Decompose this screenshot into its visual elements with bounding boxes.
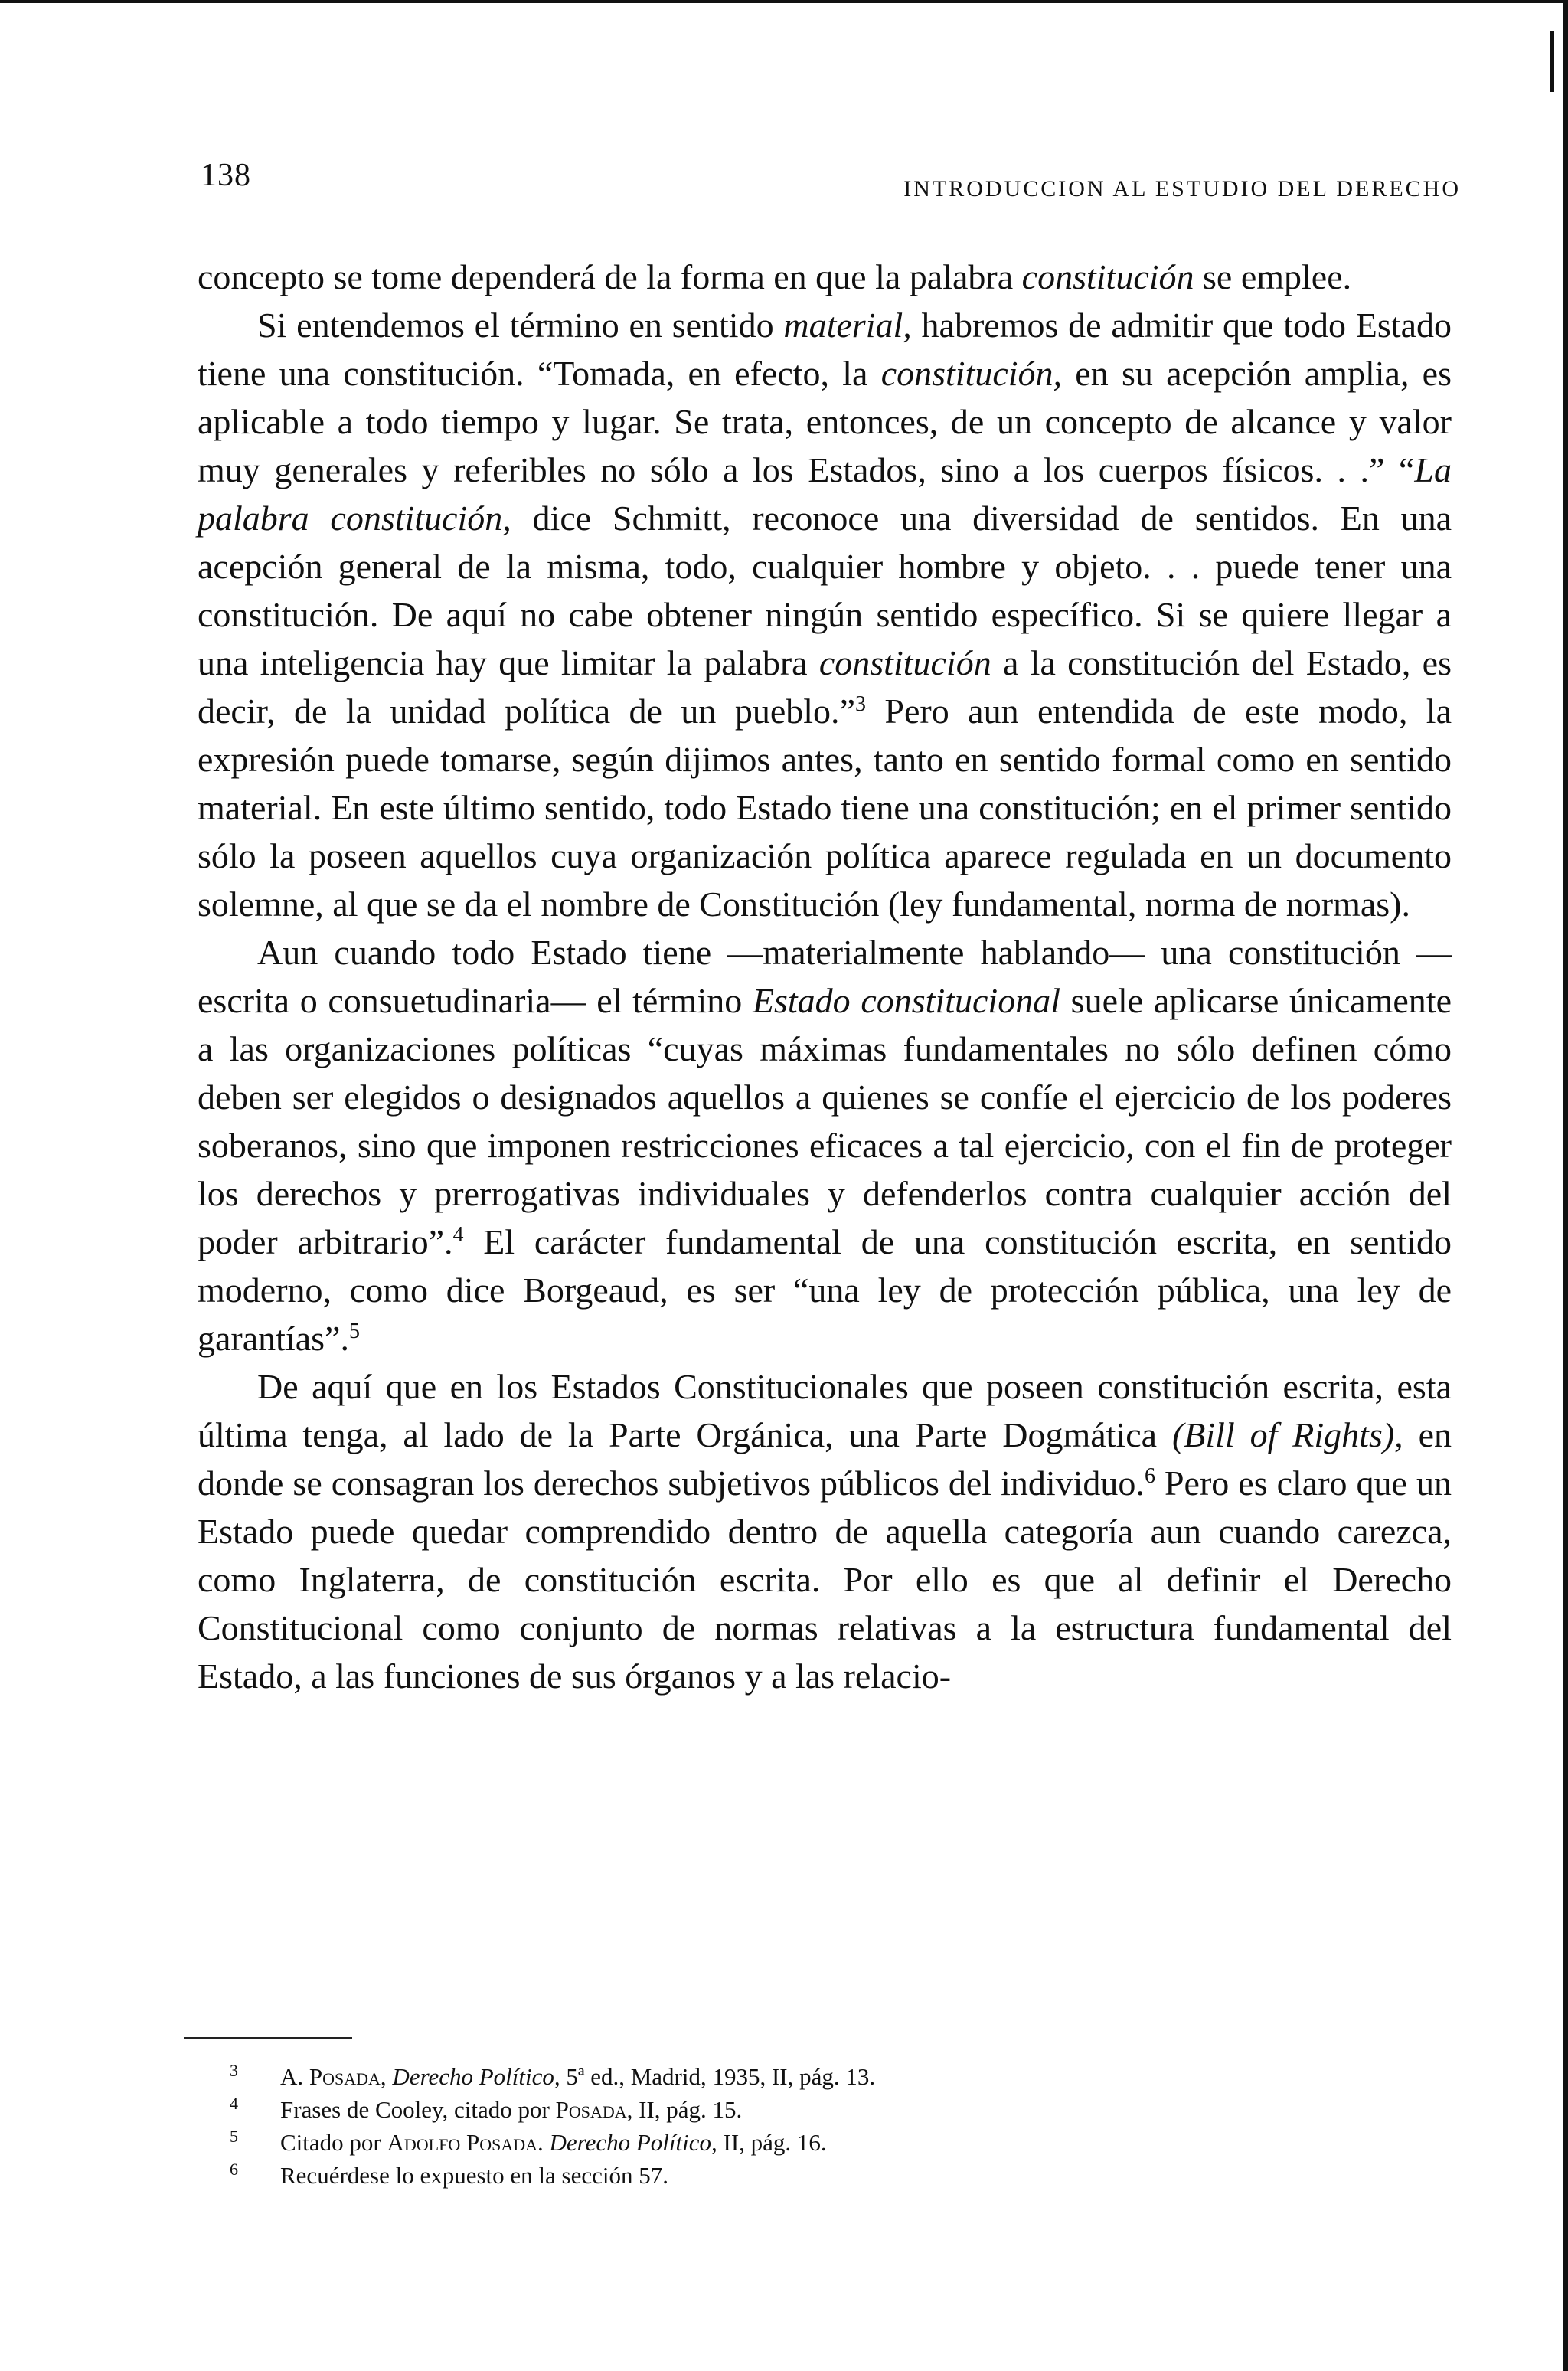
- author-name: Posada,: [309, 2063, 387, 2090]
- italic-run: (Bill of Rights),: [1171, 1415, 1403, 1454]
- author-name: Adolfo Posada.: [387, 2129, 544, 2156]
- text-run: Aun cuando todo Estado tiene —materialmente hablando— una constitución —escrita o consuetudinaria— el término: [198, 933, 1452, 1020]
- italic-run: constitución: [818, 643, 991, 682]
- footnote-ref: 3: [854, 692, 866, 716]
- footnote-ref: 4: [452, 1223, 464, 1247]
- italic-run: Estado constitucional: [752, 981, 1060, 1020]
- footnote-number: 6: [230, 2160, 238, 2179]
- italic-run: constitución,: [880, 354, 1063, 393]
- italic-run: constitución: [1021, 257, 1194, 296]
- footnote: [230, 2126, 1378, 2159]
- book-title: Derecho Político,: [392, 2063, 560, 2090]
- footnote: [230, 2060, 1378, 2093]
- main-text: [198, 253, 1452, 1700]
- text-run: Si entendemos el término en sentido: [257, 306, 784, 345]
- footnote-number: 5: [230, 2127, 238, 2146]
- scan-mark: [1550, 31, 1554, 92]
- footnote: [230, 2093, 1378, 2126]
- author-name: Posada,: [555, 2096, 633, 2123]
- text-run: II, pág. 15.: [632, 2096, 743, 2123]
- italic-run: La palabra constitución,: [198, 450, 1452, 538]
- paragraph: [198, 1362, 1452, 1700]
- text-run: habremos de admitir que todo Estado tiene una constitución. “Tomada, en efecto, la: [198, 306, 1452, 393]
- text-run: en donde se consagran los derechos subjetivos públicos del individuo.: [198, 1415, 1452, 1503]
- text-run: 5ª ed., Madrid, 1935, II, pág. 13.: [560, 2063, 876, 2090]
- text-run: El carácter fundamental de una constitución escrita, en sentido moderno, como dice Borgeaud, es ser “una ley de protección pública, una ley de garantías”.: [198, 1222, 1452, 1358]
- scan-border-top: [0, 0, 1568, 3]
- paragraph: [198, 928, 1452, 1362]
- text-run: De aquí que en los Estados Constitucionales que poseen constitución escrita, esta última tenga, al lado de la Parte Orgánica, una Parte Dogmática: [198, 1367, 1452, 1454]
- book-title: Derecho Político,: [549, 2129, 717, 2156]
- paragraph: [198, 253, 1452, 301]
- running-header: INTRODUCCION AL ESTUDIO DEL DERECHO: [903, 176, 1461, 201]
- text-run: concepto se tome dependerá de la forma en que la palabra: [198, 257, 1022, 296]
- footnote-ref: 6: [1144, 1464, 1155, 1488]
- text-run: dice Schmitt, reconoce una diversidad de sentidos. En una acepción general de la misma, todo, cualquier hombre y objeto. . . puede tener una constitución. De aquí no cabe obtener ningún sentido específico. Si se quiere llegar a una inteligencia hay que limitar la palabra: [198, 499, 1452, 682]
- text-run: Recuérdese lo expuesto en la sección 57.: [280, 2162, 669, 2189]
- text-run: en su acepción amplia, es aplicable a todo tiempo y lugar. Se trata, entonces, de un concepto de alcance y valor muy generales y referibles no sólo a los Estados, sino a los cuerpos físicos. . .” “: [198, 354, 1452, 489]
- scan-border-right: [1563, 0, 1568, 2371]
- text-run: [544, 2129, 550, 2156]
- text-run: Pero aun entendida de este modo, la expresión puede tomarse, según dijimos antes, tanto en sentido formal como en sentido material. En este último sentido, todo Estado tiene una constitución; en el primer sentido sólo la poseen aquellos cuya organización política aparece regulada en un documento solemne, al que se da el nombre de Constitución (ley fundamental, norma de normas).: [198, 692, 1452, 924]
- paragraph: [198, 301, 1452, 928]
- text-run: Frases de Cooley, citado por: [280, 2096, 556, 2123]
- footnote: [230, 2159, 1378, 2192]
- italic-run: material,: [783, 306, 912, 345]
- text-run: Pero es claro que un Estado puede quedar comprendido dentro de aquella categoría aun cuando carezca, como Inglaterra, de constitución escrita. Por ello es que al definir el Derecho Constitucional como conjunto de normas relativas a la estructura fundamental del Estado, a las funciones de sus órganos y a las relacio-: [198, 1463, 1452, 1696]
- footnote-number: 3: [230, 2061, 238, 2080]
- footnote-number: 4: [230, 2094, 238, 2113]
- text-run: suele aplicarse únicamente a las organizaciones políticas “cuyas máximas fundamentales no sólo definen cómo deben ser elegidos o designados aquellos a quienes se confíe el ejercicio de los poderes soberanos, sino que imponen restricciones eficaces a tal ejercicio, con el fin de proteger los derechos y prerrogativas individuales y defenderlos contra cualquier acción del poder arbitrario”.: [198, 981, 1452, 1261]
- text-run: Citado por: [280, 2129, 387, 2156]
- text-run: a la constitución del Estado, es decir, de la unidad política de un pueblo.”: [198, 643, 1452, 731]
- text-run: II, pág. 16.: [717, 2129, 827, 2156]
- footnote-ref: 5: [348, 1320, 360, 1343]
- text-run: A.: [280, 2063, 309, 2090]
- footnotes: [230, 2060, 1378, 2192]
- text-run: se emplee.: [1194, 257, 1352, 296]
- page-number: 138: [201, 158, 251, 193]
- footnote-divider: [184, 2037, 352, 2039]
